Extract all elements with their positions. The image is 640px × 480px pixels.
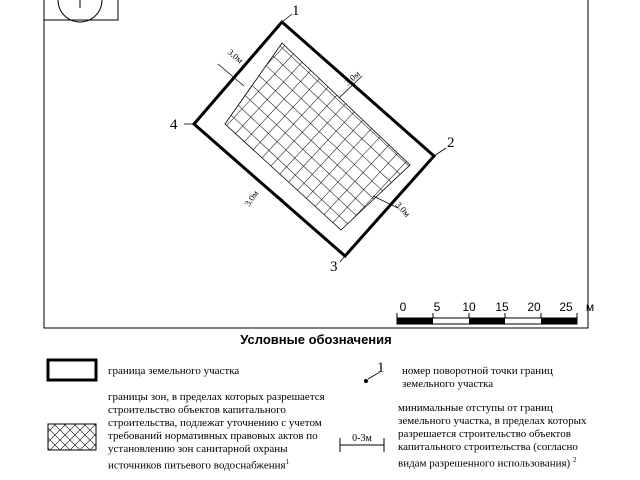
legend-point-label: номер поворотной точки границ земельного участка — [402, 365, 553, 390]
offset-label-nw: 3.0м — [225, 46, 246, 66]
scale-tick-label: 0 — [399, 300, 407, 314]
scale-tick-label: 10 — [462, 300, 476, 314]
point-label-1: 1 — [292, 3, 300, 19]
scale-tick-label: 25 — [559, 300, 573, 314]
legend-parcel-label: граница земельного участка — [108, 365, 240, 377]
point-label-3: 3 — [330, 259, 338, 275]
scale-bar — [397, 300, 594, 324]
legend-offset-sample: 0-3м — [352, 433, 372, 444]
scale-tick-label: 15 — [495, 300, 509, 314]
legend-parcel-symbol — [48, 360, 96, 380]
legend-offset-label: минимальные отступы от границ земельного участка, в пределах которых разрешается строительство объектов капитального строительства (согласно видам разрешенного использования) $^2$ — [398, 402, 587, 470]
offset-label-se: 3.0м — [393, 199, 413, 219]
point-label-2: 2 — [447, 135, 455, 151]
legend-zone-label: границы зон, в пределах которых разрешается строительство объектов капитального строительства, подлежат уточнению с учетом требований нормативных правовых актов по установлению зон санитарной охраны источников питьевого водоснабжения$^1$ — [108, 391, 325, 472]
legend-title: Условные обозначения — [240, 332, 392, 347]
legend-zone-symbol — [48, 424, 96, 450]
offset-label-sw: 3.0м — [242, 188, 261, 209]
offset-label-ne: 3.0м — [342, 68, 362, 88]
scale-unit: м — [585, 300, 595, 314]
point-label-4: 4 — [170, 117, 178, 133]
legend-point-sample: 1 — [377, 360, 385, 376]
scale-tick-label: 5 — [433, 300, 441, 314]
north-arrow-frame — [44, 0, 118, 20]
scale-tick-label: 20 — [527, 300, 541, 314]
